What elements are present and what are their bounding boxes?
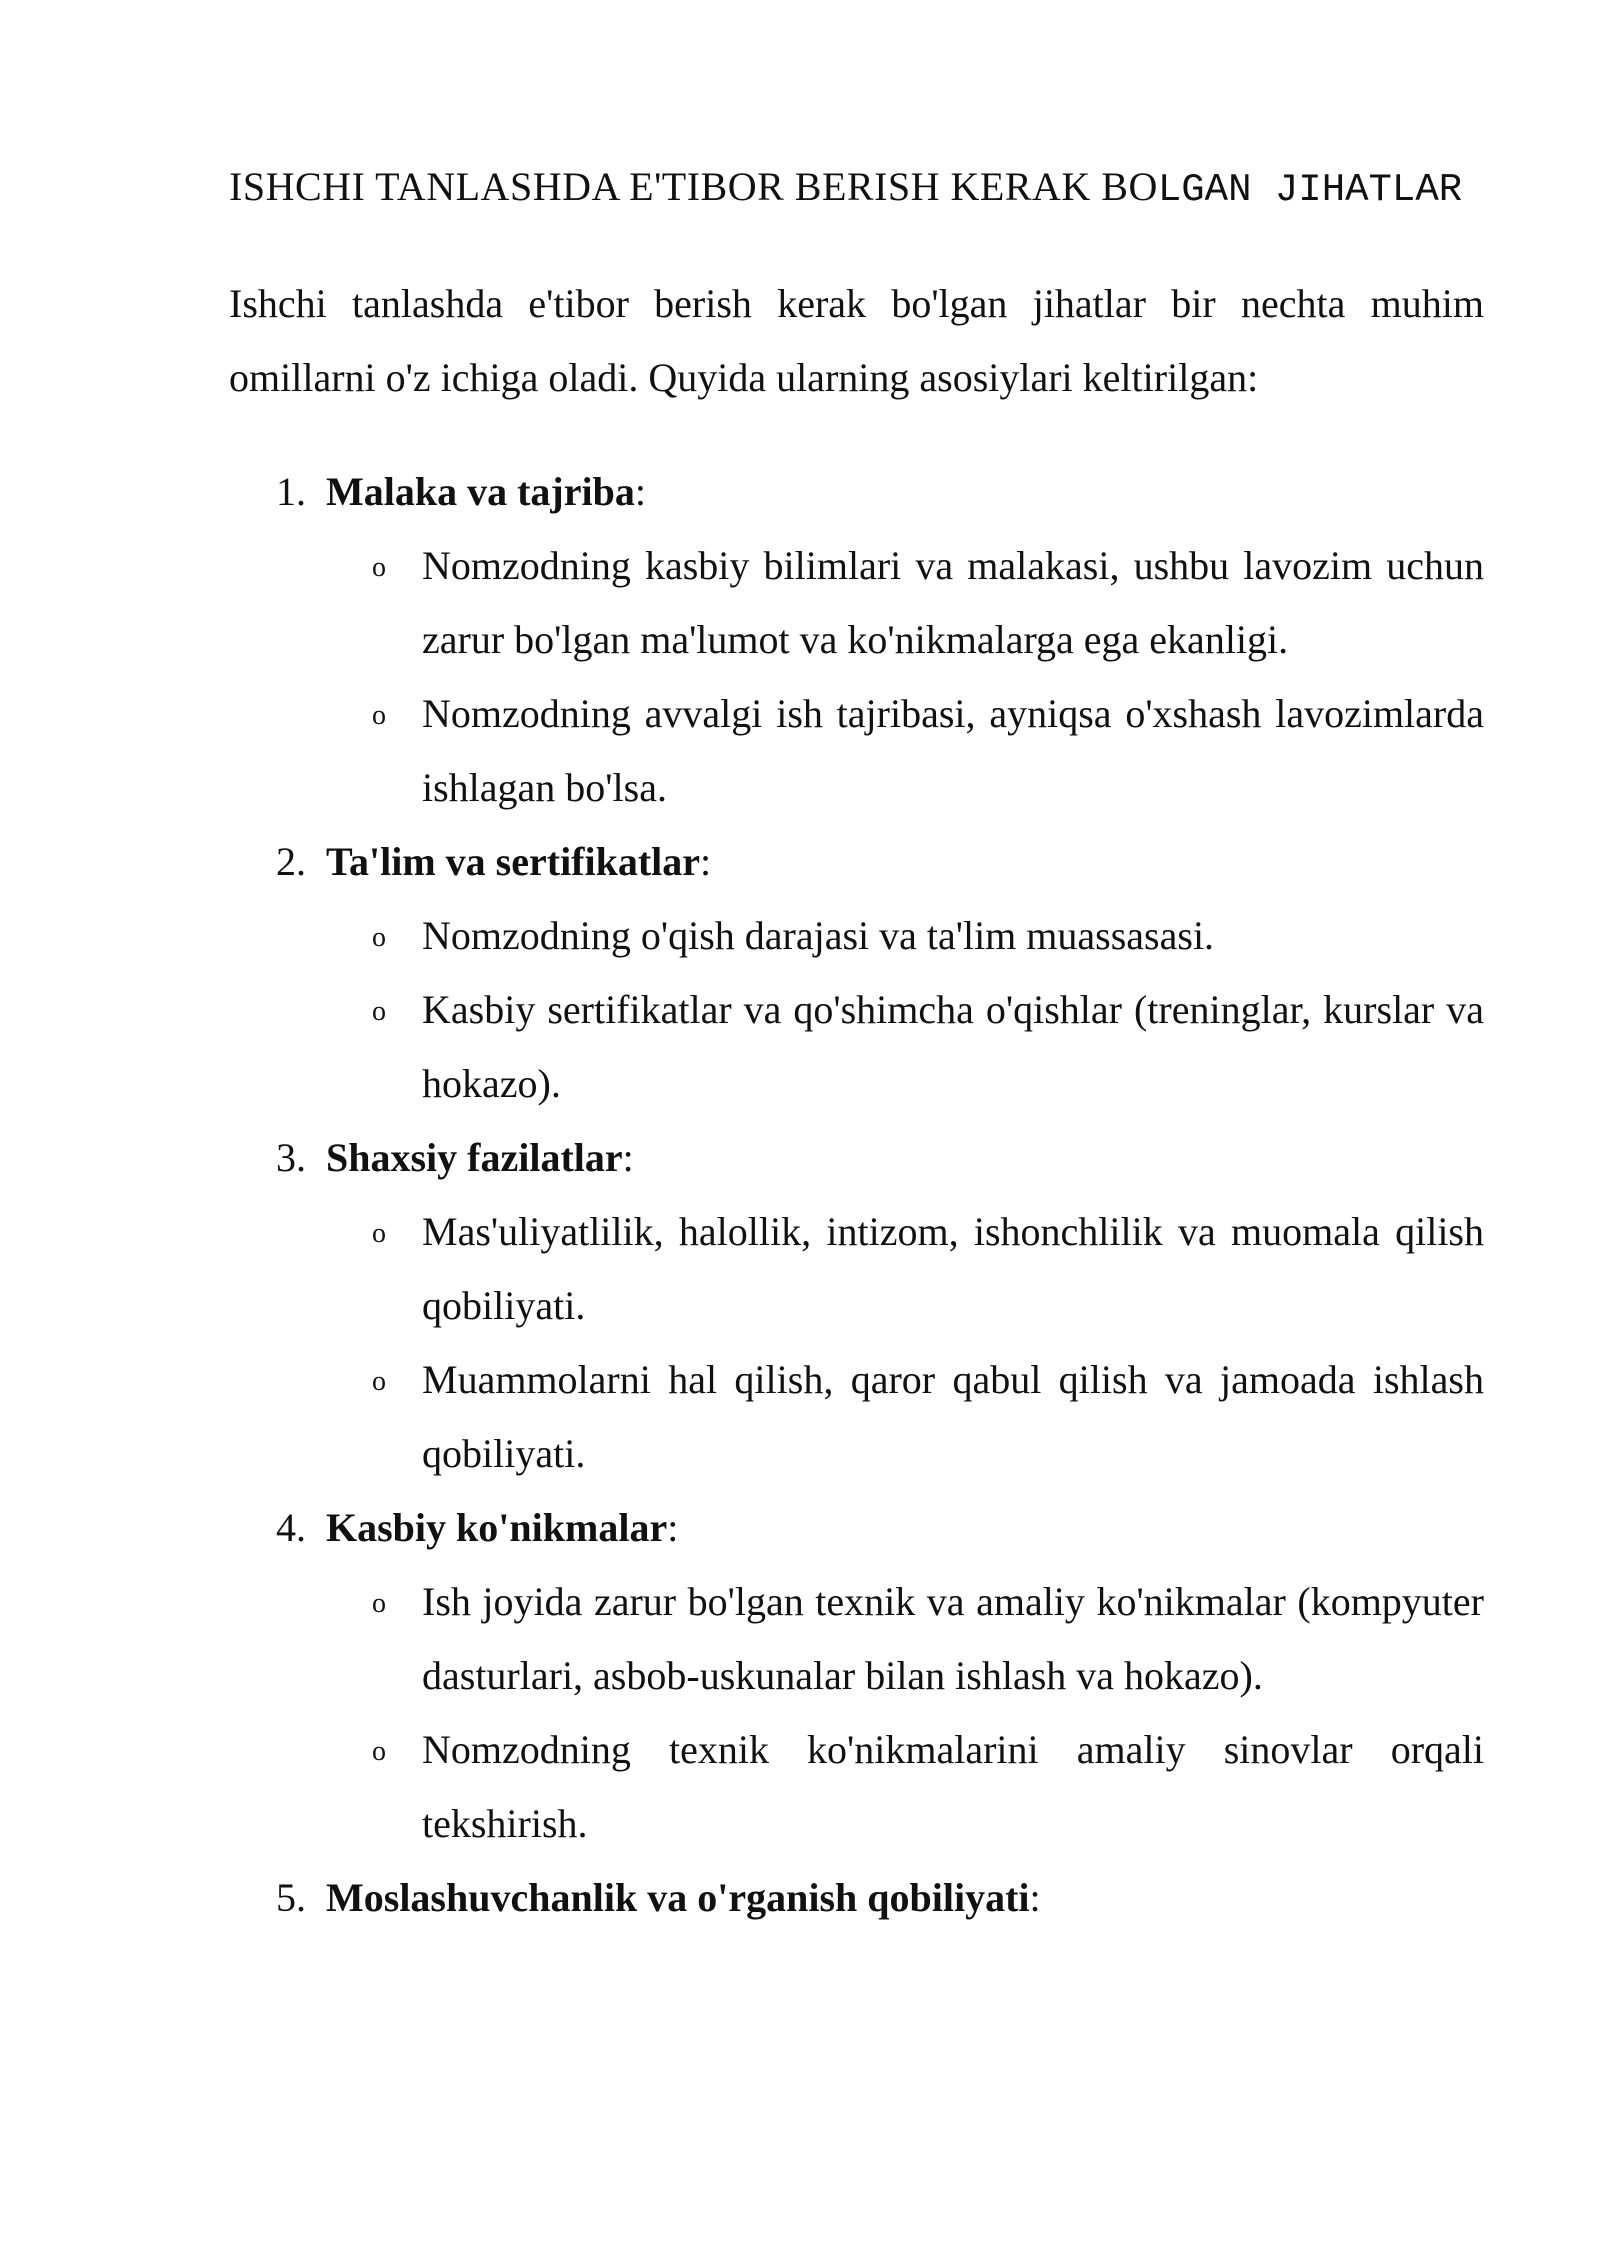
section-heading-colon: : [1029, 1875, 1041, 1920]
point-text: Nomzodning avvalgi ish tajribasi, ayniqsa o'xshash lavozimlarda ishlagan bo'lsa. [422, 691, 1484, 810]
section-heading [326, 1491, 1484, 1565]
point-text: Kasbiy sertifikatlar va qo'shimcha o'qishlar (treninglar, kurslar va hokazo). [422, 987, 1484, 1106]
list-item [326, 1343, 1484, 1491]
section-heading [326, 1861, 1484, 1935]
section-number: 3. [276, 1135, 306, 1180]
section-item [229, 455, 1484, 825]
list-item [326, 1195, 1484, 1343]
section-item [229, 1121, 1484, 1491]
title-mono-part: LGAN JIHATLAR [1157, 168, 1463, 212]
point-text: Nomzodning texnik ko'nikmalarini amaliy sinovlar orqali tekshirish. [422, 1727, 1484, 1846]
bullet-icon: o [372, 700, 386, 731]
section-heading-text: Ta'lim va sertifikatlar [326, 839, 701, 884]
list-item [326, 677, 1484, 825]
section-item [229, 1491, 1484, 1861]
section-points [326, 1565, 1484, 1861]
title-serif-part: ISHCHI TANLASHDA E'TIBOR BERISH KERAK BO [229, 164, 1158, 209]
section-heading [326, 825, 1484, 899]
section-heading [326, 455, 1484, 529]
section-number: 1. [276, 469, 306, 514]
point-text: Nomzodning o'qish darajasi va ta'lim muassasasi. [422, 913, 1215, 958]
bullet-icon: o [372, 1736, 386, 1767]
section-heading-text: Malaka va tajriba [326, 469, 635, 514]
point-text: Nomzodning kasbiy bilimlari va malakasi, ushbu lavozim uchun zarur bo'lgan ma'lumot va ko'nikmalarga ega ekanligi. [422, 543, 1484, 662]
list-item [326, 1713, 1484, 1861]
section-heading-colon: : [700, 839, 712, 884]
intro-paragraph: Ishchi tanlashda e'tibor berish kerak bo'lgan jihatlar bir nechta muhim omillarni o'z ichiga oladi. Quyida ularning asosiylari keltirilgan: [229, 281, 1484, 400]
section-number: 5. [276, 1875, 306, 1920]
section-points [326, 1195, 1484, 1491]
bullet-icon: o [372, 1588, 386, 1619]
section-heading-colon: : [667, 1505, 679, 1550]
section-heading-text: Kasbiy ko'nikmalar [326, 1505, 668, 1550]
section-item [229, 1861, 1484, 1935]
document-body [229, 150, 1484, 1935]
bullet-icon: o [372, 1218, 386, 1249]
section-item [229, 825, 1484, 1121]
bullet-icon: o [372, 996, 386, 1027]
bullet-icon: o [372, 922, 386, 953]
list-item [326, 529, 1484, 677]
list-item [326, 899, 1484, 973]
section-points [326, 899, 1484, 1121]
bullet-icon: o [372, 552, 386, 583]
section-heading-text: Moslashuvchanlik va o'rganish qobiliyati [326, 1875, 1030, 1920]
section-number: 2. [276, 839, 306, 884]
point-text: Ish joyida zarur bo'lgan texnik va amaliy ko'nikmalar (kompyuter dasturlari, asbob-uskunalar bilan ishlash va hokazo). [422, 1579, 1484, 1698]
bullet-icon: o [372, 1366, 386, 1397]
section-heading [326, 1121, 1484, 1195]
section-heading-colon: : [634, 469, 646, 514]
point-text: Muammolarni hal qilish, qaror qabul qilish va jamoada ishlash qobiliyati. [422, 1357, 1484, 1476]
section-number: 4. [276, 1505, 306, 1550]
section-heading-colon: : [622, 1135, 634, 1180]
section-points [326, 529, 1484, 825]
sections-list [229, 455, 1484, 1935]
list-item [326, 1565, 1484, 1713]
list-item [326, 973, 1484, 1121]
point-text: Mas'uliyatlilik, halollik, intizom, ishonchlilik va muomala qilish qobiliyati. [422, 1209, 1484, 1328]
document-title [229, 150, 1484, 227]
section-heading-text: Shaxsiy fazilatlar [326, 1135, 623, 1180]
